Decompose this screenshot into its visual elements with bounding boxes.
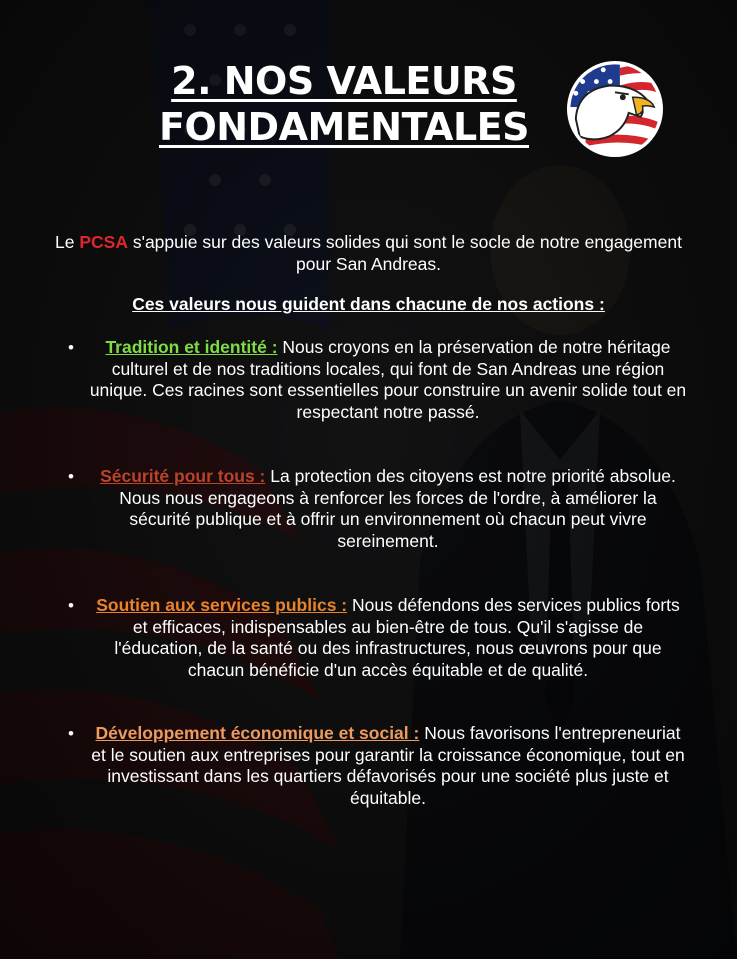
eagle-flag-emblem-icon (566, 60, 664, 158)
value-text: La protection des citoyens est notre priorité absolue. Nous nous engageons à renforcer les forces de l'ordre, à améliorer la sécurité publique et à offrir un environnement où chacun peut vivre sereinement. (119, 466, 676, 551)
value-label: Tradition et identité : (105, 337, 278, 357)
value-developpement (68, 723, 688, 809)
bullet: • (68, 724, 74, 743)
bullet: • (68, 596, 74, 615)
value-label: Développement économique et social : (95, 723, 420, 743)
bullet: • (68, 338, 74, 357)
party-acronym: PCSA (79, 232, 128, 252)
value-text: Nous croyons en la préservation de notre héritage culturel et de nos traditions locales, qui font de San Andreas une région unique. Ces racines sont essentielles pour construire un avenir solide tout en respectant notre passé. (89, 337, 687, 422)
value-label: Soutien aux services publics : (96, 595, 348, 615)
value-services-publics (68, 595, 688, 681)
title-line-2: FONDAMENTALES (158, 105, 529, 149)
intro-after: s'appuie sur des valeurs solides qui sont le socle de notre engagement pour San Andreas. (127, 232, 682, 274)
value-securite (68, 466, 688, 552)
intro-before: Le (55, 232, 80, 252)
intro-paragraph (40, 231, 697, 275)
value-text: Nous favorisons l'entrepreneuriat et le soutien aux entreprises pour garantir la croissance économique, tout en investissant dans les quartiers défavorisés pour une société plus juste et équitable. (91, 723, 685, 808)
bullet: • (68, 467, 74, 486)
value-label: Sécurité pour tous : (100, 466, 266, 486)
value-text: Nous défendons des services publics forts et efficaces, indispensables au bien-être de tous. Qu'il s'agisse de l'éducation, de la santé ou des infrastructures, nous œuvrons pour que chacun bénéficie d'un accès équitable et de qualité. (114, 595, 680, 680)
values-subtitle: Ces valeurs nous guident dans chacune de nos actions : (132, 294, 605, 314)
value-tradition (68, 337, 688, 423)
page-title (40, 58, 648, 150)
title-line-1: 2. NOS VALEURS (171, 59, 517, 103)
